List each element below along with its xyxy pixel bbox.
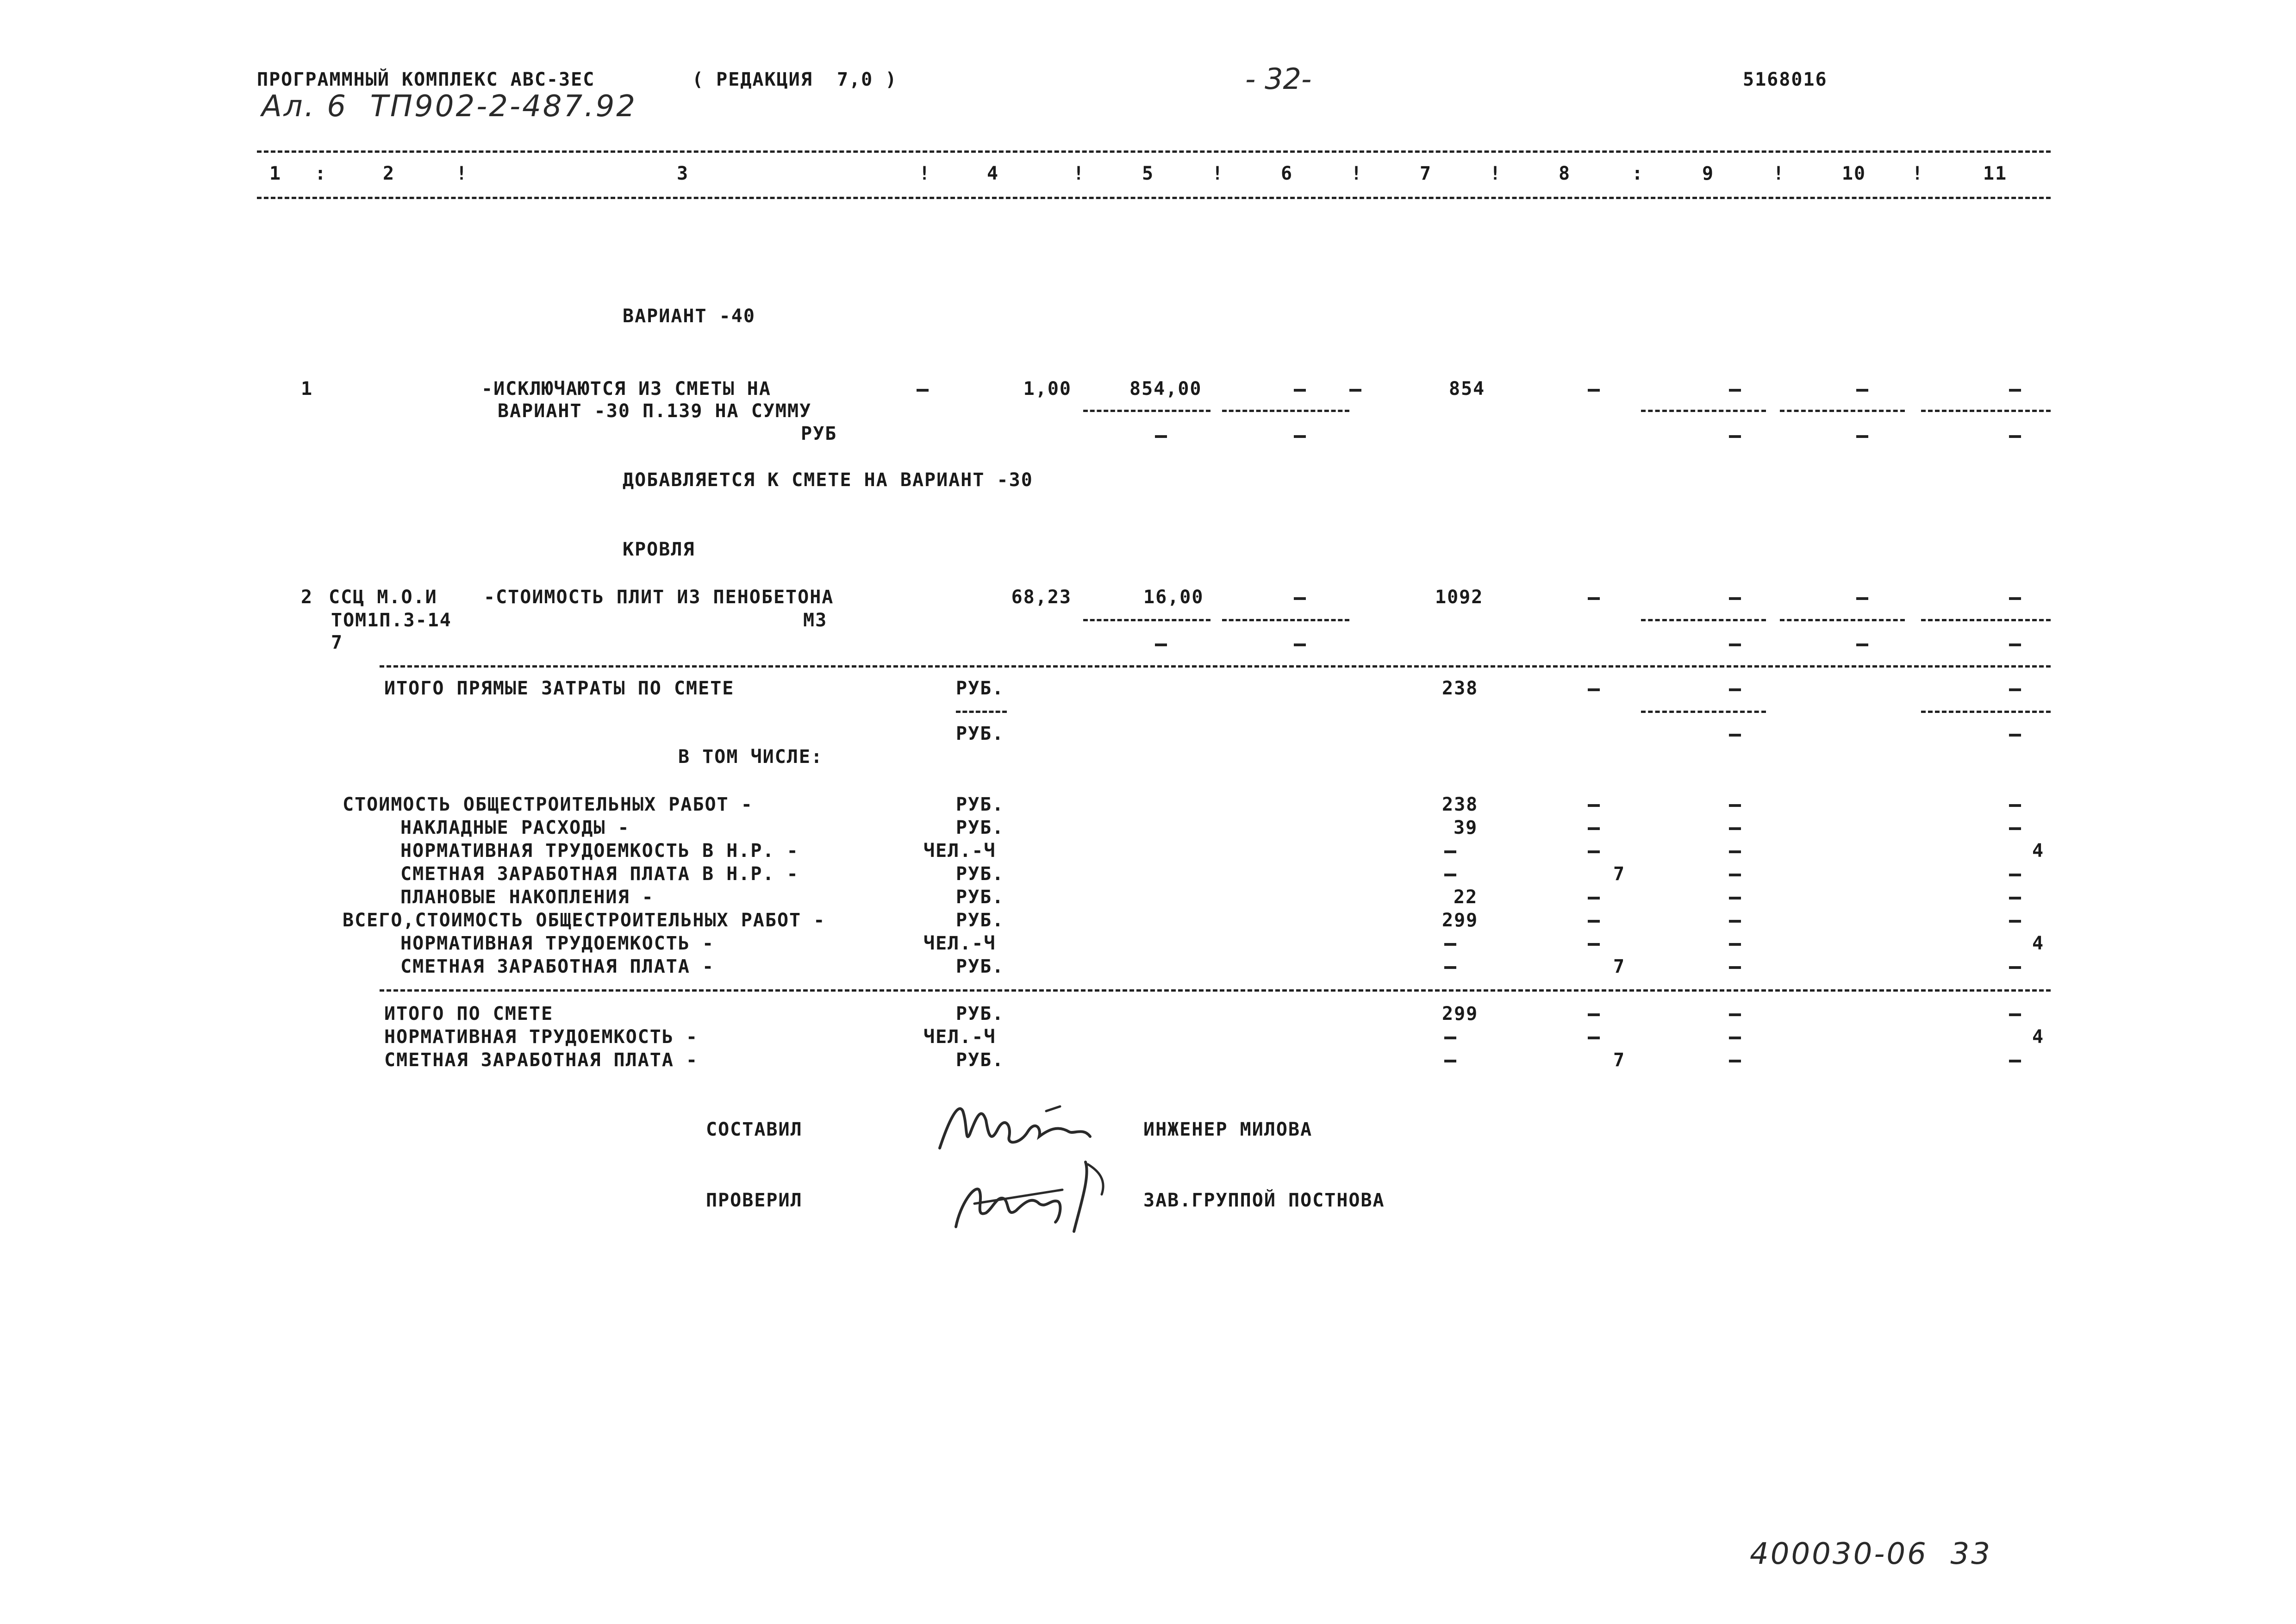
col-separator: ! (1912, 163, 1924, 184)
fraction-line (1222, 410, 1349, 412)
totals-label: СМЕТНАЯ ЗАРАБОТНАЯ ПЛАТА - (384, 1049, 699, 1071)
col-header-6: 6 (1280, 163, 1293, 184)
handwritten-album-ref: Ал. 6 ТП902-2-487.92 (262, 89, 637, 124)
dash-mark (1588, 920, 1600, 923)
totals-unit: РУБ. (956, 1003, 1004, 1024)
fraction-line (1921, 619, 2051, 621)
fraction-line (1083, 410, 1210, 412)
dash-mark (1294, 389, 1306, 392)
totals-label: НОРМАТИВНАЯ ТРУДОЕМКОСТЬ - (384, 1026, 699, 1048)
including-label: В ТОМ ЧИСЛЕ: (678, 746, 823, 768)
dash-mark (1729, 804, 1741, 807)
item-number: 1 (301, 378, 313, 400)
dash-mark (1588, 943, 1600, 946)
direct-costs-unit: РУБ. (956, 678, 1004, 699)
dash-mark (2009, 643, 2021, 646)
dash-mark (1444, 943, 1456, 946)
dash-mark (1444, 874, 1456, 876)
col-header-2: 2 (382, 163, 395, 184)
dash-mark (1729, 435, 1741, 438)
col-header-5: 5 (1142, 163, 1154, 184)
direct-costs-value: 238 (1442, 678, 1479, 699)
item-total: 854 (1449, 378, 1485, 400)
fraction-line (1641, 619, 1766, 621)
section-roof: КРОВЛЯ (623, 539, 695, 560)
dash-mark (2009, 435, 2021, 438)
checked-label: ПРОВЕРИЛ (706, 1190, 803, 1211)
dash-mark (2009, 804, 2021, 807)
dash-mark (1856, 597, 1868, 600)
breakdown-label: ВСЕГО,СТОИМОСТЬ ОБЩЕСТРОИТЕЛЬНЫХ РАБОТ - (343, 910, 826, 931)
dash-mark (2009, 897, 2021, 899)
breakdown-label: СМЕТНАЯ ЗАРАБОТНАЯ ПЛАТА - (400, 956, 715, 977)
dash-mark (1588, 804, 1600, 807)
breakdown-col7: 22 (1454, 887, 1478, 908)
col-separator: ! (919, 163, 931, 184)
fraction-line (1780, 410, 1905, 412)
col-header-11: 11 (1983, 163, 2008, 184)
dash-mark (1349, 389, 1361, 392)
checker-name: ЗАВ.ГРУППОЙ ПОСТНОВА (1143, 1190, 1385, 1211)
dash-mark (1155, 643, 1167, 646)
breakdown-col7: 299 (1442, 910, 1479, 931)
fraction-line (1083, 619, 1210, 621)
dash-mark (2009, 827, 2021, 830)
section-rule (380, 989, 2051, 992)
dash-mark (1856, 389, 1868, 392)
breakdown-label: СТОИМОСТЬ ОБЩЕСТРОИТЕЛЬНЫХ РАБОТ - (343, 794, 753, 815)
col-header-3: 3 (676, 163, 689, 184)
dash-mark (2009, 920, 2021, 923)
dash-mark (1729, 1037, 1741, 1039)
dash-mark (1729, 827, 1741, 830)
item-description: -СТОИМОСТЬ ПЛИТ ИЗ ПЕНОБЕТОНА (484, 587, 834, 608)
dash-mark (2009, 874, 2021, 876)
col-header-10: 10 (1841, 163, 1866, 184)
dash-mark (1729, 597, 1741, 600)
dash-mark (1444, 1037, 1456, 1039)
fraction-line (1222, 619, 1349, 621)
col-separator: ! (456, 163, 468, 184)
dash-mark (1294, 435, 1306, 438)
footer-handwritten-number: 400030-06 33 (1750, 1537, 1992, 1571)
composed-label: СОСТАВИЛ (706, 1119, 803, 1140)
fraction-line (1641, 711, 1766, 713)
dash-mark (1155, 435, 1167, 438)
item-price: 16,00 (1143, 587, 1204, 608)
totals-unit: РУБ. (956, 1049, 1004, 1071)
dash-mark (1588, 1037, 1600, 1039)
item-unit: РУБ (801, 423, 837, 444)
dash-mark (2009, 1060, 2021, 1062)
composer-name: ИНЖЕНЕР МИЛОВА (1143, 1119, 1313, 1140)
fraction-line (1921, 711, 2051, 713)
dash-mark (1588, 1013, 1600, 1016)
breakdown-label: ПЛАНОВЫЕ НАКОПЛЕНИЯ - (400, 887, 654, 908)
col-separator: : (1632, 163, 1644, 184)
dash-mark (1856, 435, 1868, 438)
col-separator: ! (1351, 163, 1363, 184)
header-rule-top (257, 150, 2051, 153)
dash-mark (1588, 897, 1600, 899)
breakdown-unit: РУБ. (956, 956, 1004, 977)
item-number: 2 (301, 587, 313, 608)
dash-mark (1294, 643, 1306, 646)
totals-col7: 299 (1442, 1003, 1479, 1024)
dash-mark (2009, 1013, 2021, 1016)
dash-mark (1729, 874, 1741, 876)
col-header-9: 9 (1702, 163, 1715, 184)
dash-mark (1588, 827, 1600, 830)
breakdown-col11: 4 (2032, 840, 2045, 862)
totals-unit: ЧЕЛ.-Ч (923, 1026, 996, 1048)
breakdown-col8: 7 (1613, 956, 1626, 977)
totals-label: ИТОГО ПО СМЕТЕ (384, 1003, 554, 1024)
col-separator: : (315, 163, 327, 184)
dash-mark (1444, 850, 1456, 853)
dash-mark (1588, 850, 1600, 853)
breakdown-unit: ЧЕЛ.-Ч (923, 933, 996, 954)
breakdown-label: НАКЛАДНЫЕ РАСХОДЫ - (400, 817, 630, 838)
dash-mark (1729, 643, 1741, 646)
breakdown-unit: РУБ. (956, 794, 1004, 815)
breakdown-unit: РУБ. (956, 910, 1004, 931)
item-unit: М3 (803, 610, 828, 631)
dash-mark (1444, 1060, 1456, 1062)
breakdown-unit: РУБ. (956, 887, 1004, 908)
dash-mark (2009, 734, 2021, 737)
col-separator: ! (1773, 163, 1785, 184)
dash-mark (1729, 389, 1741, 392)
dash-mark (1729, 850, 1741, 853)
breakdown-unit: РУБ. (956, 863, 1004, 885)
fraction-line (956, 711, 1007, 713)
col-header-4: 4 (986, 163, 999, 184)
breakdown-col7: 39 (1454, 817, 1478, 838)
direct-costs-unit: РУБ. (956, 723, 1004, 744)
dash-mark (1729, 966, 1741, 969)
program-title: ПРОГРАММНЫЙ КОМПЛЕКС АВС-ЗЕС (257, 69, 595, 90)
dash-mark (1588, 389, 1600, 392)
col-header-7: 7 (1419, 163, 1432, 184)
dash-mark (1444, 966, 1456, 969)
col-separator: ! (1490, 163, 1502, 184)
breakdown-unit: ЧЕЛ.-Ч (923, 840, 996, 862)
variant-title: ВАРИАНТ -40 (623, 306, 755, 327)
fraction-line (1780, 619, 1905, 621)
dash-mark (1588, 597, 1600, 600)
dash-mark (1588, 688, 1600, 691)
dash-mark (1729, 1060, 1741, 1062)
breakdown-col8: 7 (1613, 863, 1626, 885)
document-code: 5168016 (1743, 69, 1828, 90)
col-separator: ! (1073, 163, 1086, 184)
item-quantity: 68,23 (1011, 587, 1072, 608)
breakdown-unit: РУБ. (956, 817, 1004, 838)
item-description: -ИСКЛЮЧАЮТСЯ ИЗ СМЕТЫ НА (481, 378, 771, 400)
composer-signature (935, 1093, 1092, 1157)
col-header-1: 1 (269, 163, 282, 184)
item-quantity: 1,00 (1023, 378, 1072, 400)
breakdown-col11: 4 (2032, 933, 2045, 954)
page-number: - 32- (1245, 62, 1312, 96)
item-total: 1092 (1435, 587, 1484, 608)
dash-mark (2009, 688, 2021, 691)
edition-label: ( РЕДАКЦИЯ 7,0 ) (692, 69, 898, 90)
direct-costs-label: ИТОГО ПРЯМЫЕ ЗАТРАТЫ ПО СМЕТЕ (384, 678, 735, 699)
totals-col8: 7 (1613, 1049, 1626, 1071)
header-rule-bottom (257, 197, 2051, 199)
breakdown-label: НОРМАТИВНАЯ ТРУДОЕМКОСТЬ В Н.Р. - (400, 840, 799, 862)
checker-signature (947, 1157, 1127, 1236)
item-code: ТОМ1П.3-14 (331, 610, 452, 631)
fraction-line (1641, 410, 1766, 412)
item-code: ССЦ М.О.И (329, 587, 437, 608)
fraction-line (1921, 410, 2051, 412)
item-code: 7 (331, 632, 343, 653)
dash-mark (2009, 597, 2021, 600)
col-separator: ! (1212, 163, 1224, 184)
dash-mark (1729, 734, 1741, 737)
added-note: ДОБАВЛЯЕТСЯ К СМЕТЕ НА ВАРИАНТ -30 (623, 469, 1033, 491)
dash-mark (1729, 1013, 1741, 1016)
breakdown-col7: 238 (1442, 794, 1479, 815)
dash-mark (1729, 920, 1741, 923)
dash-mark (1729, 688, 1741, 691)
dash-mark (1729, 897, 1741, 899)
item-description: ВАРИАНТ -30 П.139 НА СУММУ (498, 400, 812, 422)
dash-mark (1294, 597, 1306, 600)
breakdown-label: СМЕТНАЯ ЗАРАБОТНАЯ ПЛАТА В Н.Р. - (400, 863, 799, 885)
col-header-8: 8 (1558, 163, 1571, 184)
dash-mark (2009, 966, 2021, 969)
dash-mark (2009, 389, 2021, 392)
item-price: 854,00 (1129, 378, 1202, 400)
dash-mark (1729, 943, 1741, 946)
breakdown-label: НОРМАТИВНАЯ ТРУДОЕМКОСТЬ - (400, 933, 715, 954)
dash-mark (917, 389, 929, 392)
dash-mark (1856, 643, 1868, 646)
totals-col11: 4 (2032, 1026, 2045, 1048)
section-rule (380, 665, 2051, 668)
